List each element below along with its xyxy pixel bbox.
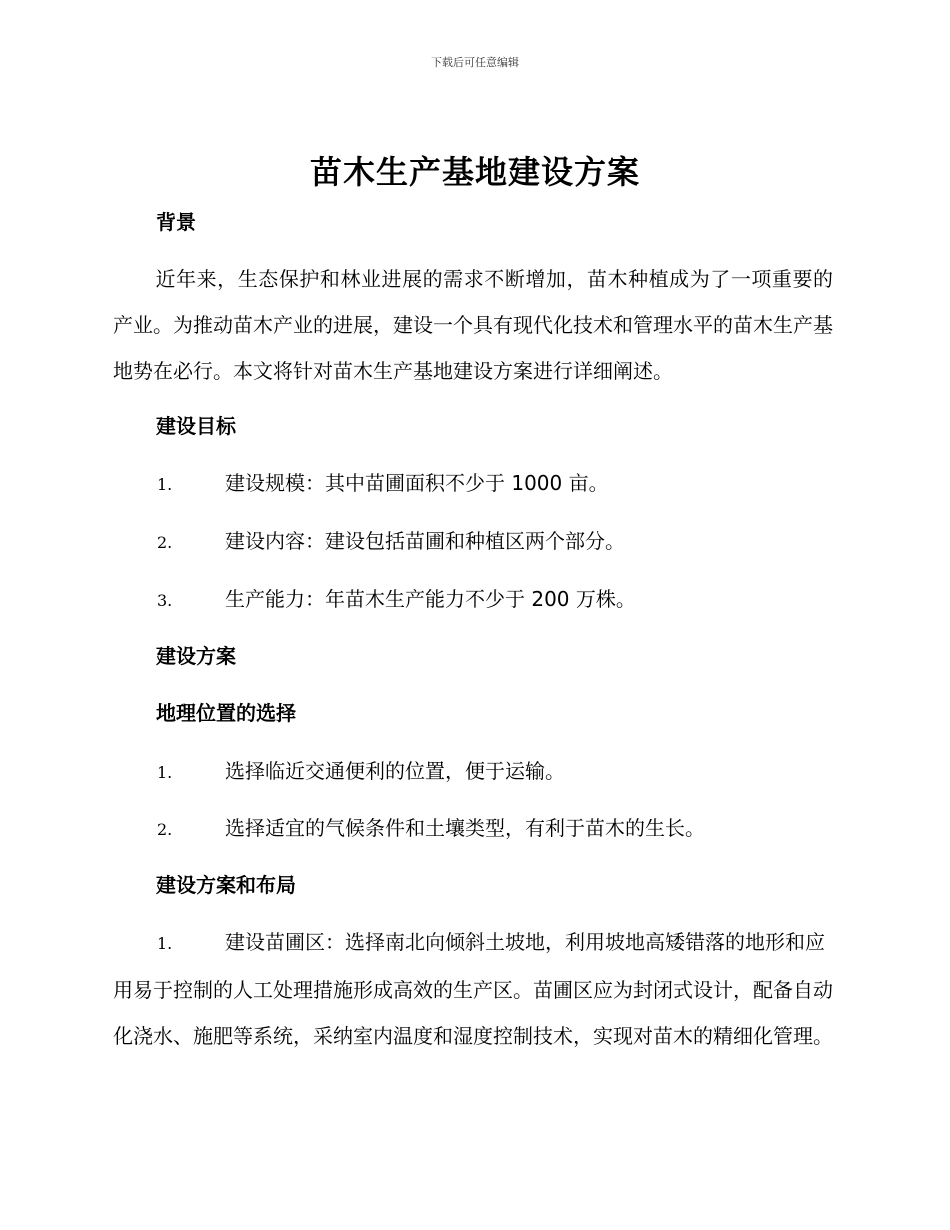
list-number: 2.	[157, 533, 173, 552]
list-item-text: 选择适宜的气候条件和土壤类型，有利于苗木的生长。	[225, 816, 705, 840]
list-item-long	[113, 919, 833, 1059]
header-note: 下载后可任意编辑	[431, 56, 519, 69]
heading-location: 地理位置的选择	[156, 701, 296, 725]
heading-goals: 建设目标	[156, 414, 236, 438]
background-paragraph-text: 近年来，生态保护和林业进展的需求不断增加，苗木种植成为了一项重要的产业。为推动苗木产业的进展，建设一个具有现代化技术和管理水平的苗木生产基地势在必行。本文将针对苗木生产基地建设方案进行详细阐述。	[113, 267, 833, 383]
list-item	[157, 756, 565, 788]
list-number: 2.	[157, 820, 173, 839]
background-paragraph	[113, 256, 833, 394]
heading-plan: 建设方案	[156, 644, 236, 668]
list-number: 1.	[157, 763, 173, 782]
list-item-text: 建设内容：建设包括苗圃和种植区两个部分。	[225, 529, 625, 553]
document-title: 苗木生产基地建设方案	[309, 153, 640, 191]
list-item-text: 选择临近交通便利的位置，便于运输。	[225, 759, 565, 783]
list-item	[157, 468, 609, 500]
heading-background: 背景	[156, 210, 196, 234]
list-item	[157, 584, 636, 616]
list-item-text: 生产能力：年苗木生产能力不少于 200 万株。	[225, 587, 636, 611]
heading-layout: 建设方案和布局	[156, 873, 296, 897]
list-item	[157, 813, 705, 845]
list-number: 1.	[157, 475, 173, 494]
list-item-text: 建设苗圃区：选择南北向倾斜土坡地，利用坡地高矮错落的地形和应用易于控制的人工处理措施形成高效的生产区。苗圃区应为封闭式设计，配备自动化浇水、施肥等系统，采纳室内温度和湿度控制技术，实现对苗木的精细化管理。	[113, 930, 833, 1048]
list-number: 3.	[157, 591, 173, 610]
list-number: 1.	[157, 934, 173, 953]
list-item	[157, 526, 625, 558]
list-item-text: 建设规模：其中苗圃面积不少于 1000 亩。	[225, 471, 609, 495]
